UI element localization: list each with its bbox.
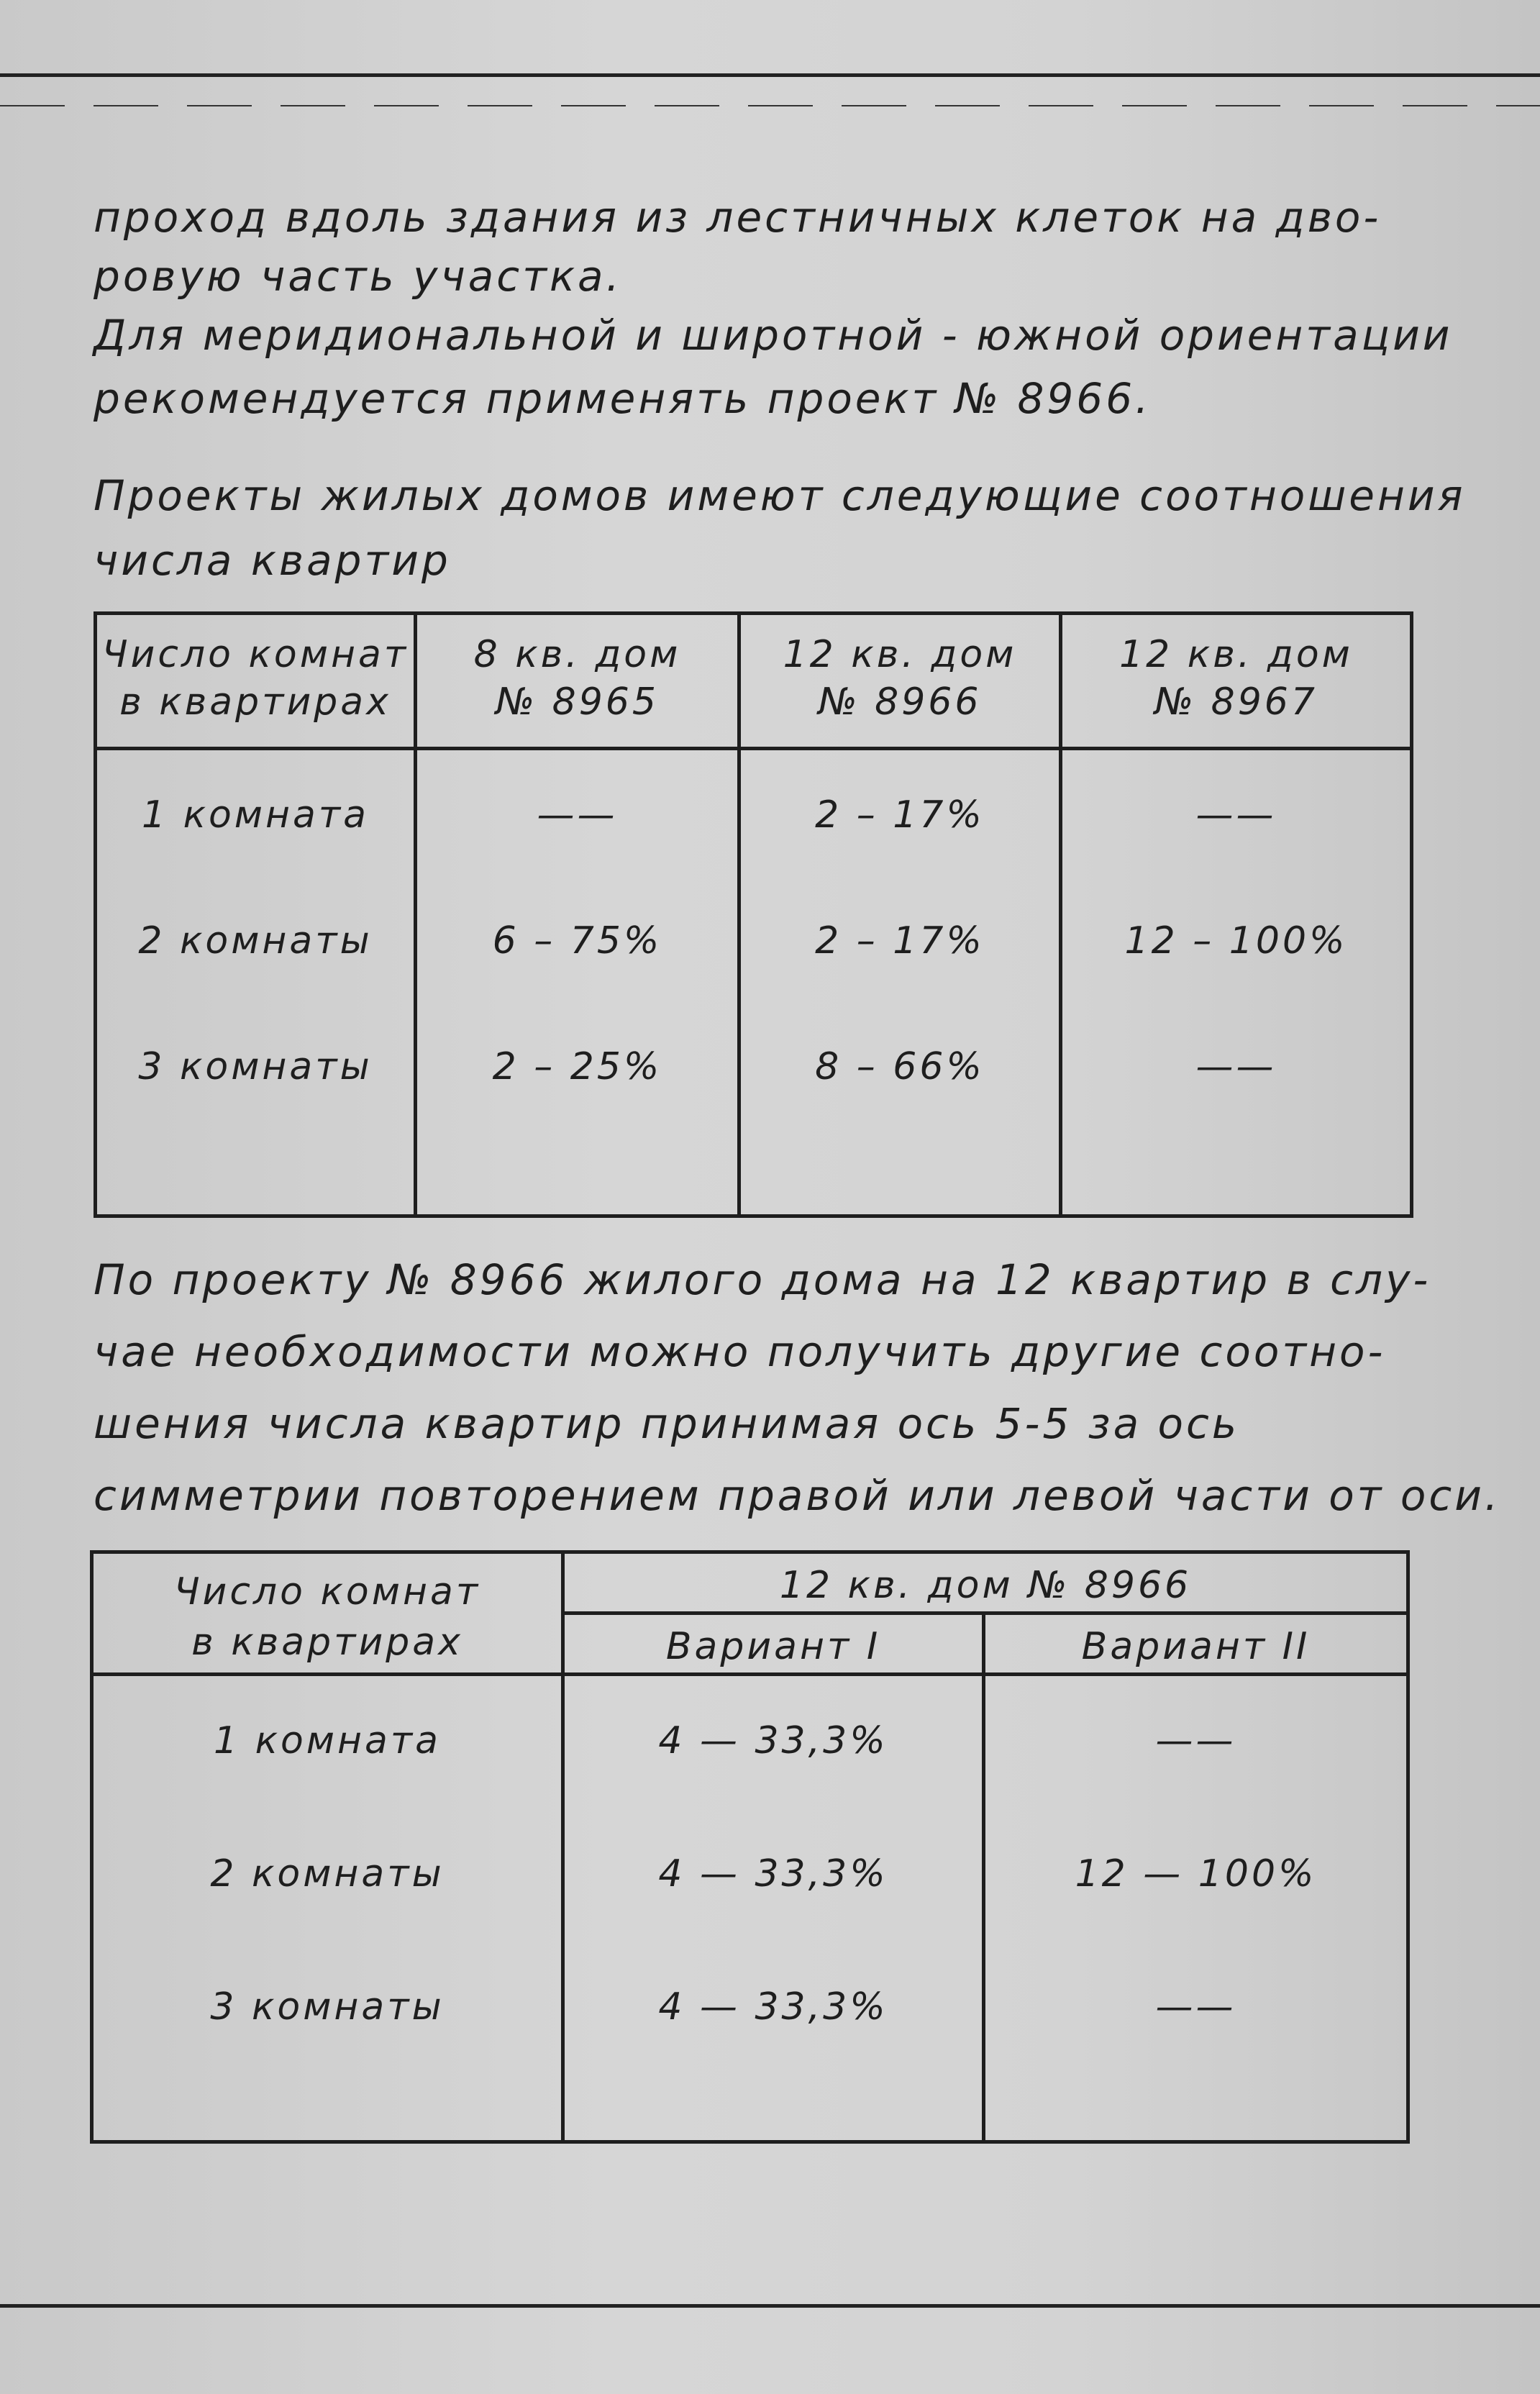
- text-line-9: шения числа квартир принимая ось 5-5 за ось: [94, 1399, 1240, 1448]
- table-cell: ——: [1195, 1045, 1277, 1088]
- text-line-1: проход вдоль здания из лестничных клеток на дво-: [94, 193, 1382, 242]
- table1-col-8965: [416, 749, 739, 1216]
- text-line-5: Проекты жилых домов имеют следующие соотношения: [94, 471, 1466, 520]
- table-cell: 2 комнаты: [138, 919, 373, 962]
- table1-header-8965: 8 кв. дом № 8965: [416, 614, 739, 749]
- table-cell: 12 — 100%: [1075, 1852, 1317, 1895]
- table-cell: 8 – 66%: [815, 1045, 985, 1088]
- text-line-10: симметрии повторением правой или левой части от оси.: [94, 1471, 1501, 1520]
- table2-col-rooms: [92, 1675, 563, 2142]
- table-cell: 4 — 33,3%: [658, 1719, 888, 1762]
- bottom-rule: [0, 2304, 1540, 2308]
- table-cell: 1 комната: [141, 793, 370, 837]
- text-line-6: числа квартир: [94, 536, 451, 585]
- table-cell: 4 — 33,3%: [658, 1852, 888, 1895]
- table-cell: 6 – 75%: [492, 919, 662, 962]
- table1-header-rooms: Число комнат в квартирах: [96, 614, 416, 749]
- text-line-3: Для меридиональной и широтной - южной ориентации: [94, 311, 1453, 360]
- table-cell: 2 – 17%: [815, 919, 985, 962]
- table2-header-variant-1: Вариант I: [563, 1614, 984, 1675]
- text-line-2: ровую часть участка.: [94, 252, 622, 301]
- table2-col-variant-1: [563, 1675, 984, 2142]
- table-cell: 2 комнаты: [210, 1852, 445, 1895]
- table-cell: 2 – 25%: [492, 1045, 662, 1088]
- text-line-7: По проекту № 8966 жилого дома на 12 квартир в слу-: [94, 1255, 1431, 1304]
- top-dashed-rule: [0, 105, 1540, 106]
- table2-header-rooms: Число комнат в квартирах: [92, 1552, 563, 1675]
- table-cell: 3 комнаты: [210, 1985, 445, 2029]
- table1-col-rooms: [96, 749, 416, 1216]
- table1-header-8966: 12 кв. дом № 8966: [739, 614, 1061, 749]
- table1-header-8967: 12 кв. дом № 8967: [1061, 614, 1412, 749]
- table-cell: ——: [537, 793, 618, 837]
- table-cell: 12 – 100%: [1124, 919, 1348, 962]
- table2-header-variant-2: Вариант II: [984, 1614, 1408, 1675]
- table-cell: ——: [1195, 793, 1277, 837]
- table2-header-house: 12 кв. дом № 8966: [563, 1552, 1408, 1614]
- table-variants-8966: [90, 1550, 1410, 2144]
- table-cell: 3 комнаты: [138, 1045, 373, 1088]
- table-cell: ——: [1155, 1985, 1236, 2029]
- top-rule: [0, 73, 1540, 77]
- table-apartment-ratios: [94, 611, 1413, 1218]
- table-cell: 2 – 17%: [815, 793, 985, 837]
- table1-col-8967: [1061, 749, 1412, 1216]
- text-line-8: чае необходимости можно получить другие соотно-: [94, 1327, 1386, 1376]
- table-cell: 1 комната: [213, 1719, 442, 1762]
- table-cell: 4 — 33,3%: [658, 1985, 888, 2029]
- table1-col-8966: [739, 749, 1061, 1216]
- table-cell: ——: [1155, 1719, 1236, 1762]
- text-line-4: рекомендуется применять проект № 8966.: [94, 374, 1152, 423]
- table2-col-variant-2: [984, 1675, 1408, 2142]
